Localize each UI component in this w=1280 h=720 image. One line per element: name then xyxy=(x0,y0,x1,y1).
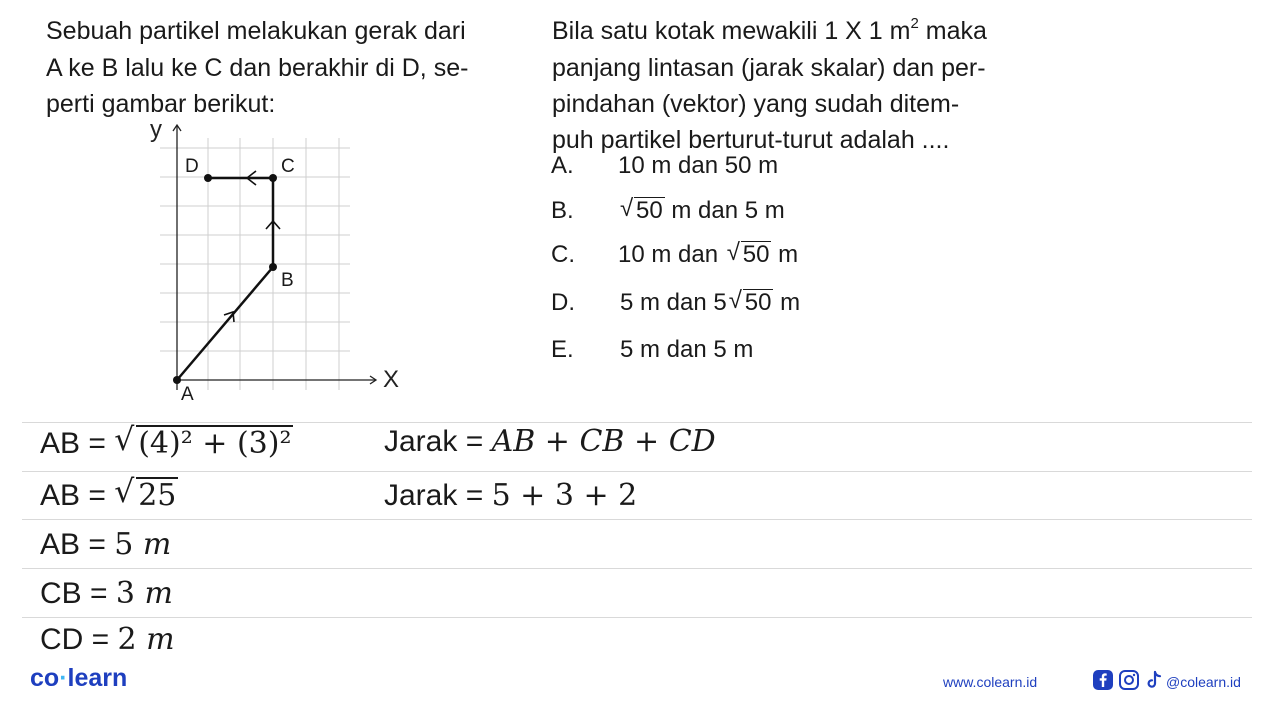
colearn-logo xyxy=(30,664,127,693)
solution-line-2-lhs: AB = xyxy=(40,479,115,512)
solution-line-3-lhs: AB = xyxy=(40,528,115,561)
option-e-text: 5 m dan 5 m xyxy=(620,336,754,363)
option-c-letter: C. xyxy=(551,241,575,268)
problem-left-line-1: Sebuah partikel melakukan gerak dari xyxy=(46,17,466,45)
problem-right-line-1-sup: 2 xyxy=(910,14,919,32)
solution-line-1: AB = √ (4)² + (3)² xyxy=(40,422,292,461)
solution-line-3 xyxy=(40,527,171,562)
point-c xyxy=(269,174,277,182)
logo-dot: · xyxy=(59,664,68,692)
problem-left-line-3: perti gambar berikut: xyxy=(46,90,276,118)
solution-line-1-radicand: (4)² + (3)² xyxy=(138,426,292,461)
solution-line-4-value: 3 xyxy=(115,576,145,611)
option-d-pre: 5 m dan 5 xyxy=(620,289,727,316)
option-d-radicand: 50 xyxy=(744,289,772,316)
label-point-a: A xyxy=(181,384,194,405)
option-d-text: 5 m dan 5 √ 50 m xyxy=(620,287,801,316)
tiktok-icon[interactable] xyxy=(1143,669,1165,691)
option-c-radicand: 50 xyxy=(742,241,770,268)
solution-line-5-lhs: CD = xyxy=(40,623,118,656)
solution-line-3-value: 5 xyxy=(114,527,143,562)
rule-2 xyxy=(22,471,1252,472)
solution-line-5-value: 2 xyxy=(117,622,147,657)
path-figure xyxy=(140,110,400,410)
solution-line-1-lhs: AB = xyxy=(40,427,115,460)
rule-5 xyxy=(22,617,1252,618)
x-axis-label: X xyxy=(383,366,400,393)
label-point-d: D xyxy=(185,156,199,177)
jarak-line-2-lhs: Jarak = xyxy=(384,479,492,512)
jarak-line-2-rhs: 5 + 3 + 2 xyxy=(491,478,638,513)
instagram-icon[interactable] xyxy=(1118,669,1140,691)
option-e-letter: E. xyxy=(551,336,574,363)
solution-line-5-unit: m xyxy=(146,622,175,657)
logo-text-learn: learn xyxy=(67,664,128,692)
option-c-rest: m xyxy=(771,241,799,268)
jarak-line-1-rhs: AB + CB + CD xyxy=(491,424,716,459)
logo-text-co: co xyxy=(30,664,60,692)
option-c-pre: 10 m dan xyxy=(618,241,725,268)
social-handle[interactable]: @colearn.id xyxy=(1166,674,1241,690)
facebook-icon[interactable] xyxy=(1092,669,1114,691)
option-b-rest: m dan 5 m xyxy=(664,197,785,224)
website-link[interactable]: www.colearn.id xyxy=(943,674,1038,690)
option-a-letter: A. xyxy=(551,152,574,179)
rule-3 xyxy=(22,519,1252,520)
problem-right-line-3: pindahan (vektor) yang sudah ditem- xyxy=(552,90,960,118)
solution-line-3-unit: m xyxy=(142,527,172,562)
problem-right-line-1-text: Bila satu kotak mewakili 1 X 1 m xyxy=(552,17,911,45)
jarak-line-1 xyxy=(384,424,716,459)
problem-right-line-2: panjang lintasan (jarak skalar) dan per- xyxy=(552,54,986,82)
problem-right-line-1-tail: maka xyxy=(918,17,987,45)
point-d xyxy=(204,174,212,182)
point-b xyxy=(269,263,277,271)
solution-line-2: AB = √ 25 xyxy=(40,474,177,513)
jarak-line-2 xyxy=(384,478,637,513)
option-b-text: √ 50 m dan 5 m xyxy=(620,195,785,224)
option-c-text: 10 m dan √ 50 m xyxy=(618,239,799,268)
solution-line-5 xyxy=(40,622,175,657)
problem-right-line-1 xyxy=(552,14,987,45)
option-b-radicand: 50 xyxy=(636,197,663,224)
rule-1 xyxy=(22,422,1252,423)
option-b-letter: B. xyxy=(551,197,574,224)
rule-4 xyxy=(22,568,1252,569)
direction-arrows xyxy=(224,171,280,322)
option-d-rest: m xyxy=(773,289,801,316)
solution-line-4-lhs: CB = xyxy=(40,577,116,610)
label-point-c: C xyxy=(281,156,295,177)
path-lines xyxy=(177,178,273,380)
solution-line-2-radicand: 25 xyxy=(138,478,177,513)
problem-left-line-2: A ke B lalu ke C dan berakhir di D, se- xyxy=(46,54,469,82)
solution-line-4 xyxy=(40,576,173,611)
option-a-text: 10 m dan 50 m xyxy=(618,152,779,179)
label-point-b: B xyxy=(281,270,294,291)
point-a xyxy=(173,376,181,384)
y-axis-label: y xyxy=(150,116,162,143)
problem-right-line-4: puh partikel berturut-turut adalah .... xyxy=(552,126,950,154)
solution-line-4-unit: m xyxy=(144,576,173,611)
option-d-letter: D. xyxy=(551,289,575,316)
jarak-line-1-lhs: Jarak = xyxy=(384,425,492,458)
